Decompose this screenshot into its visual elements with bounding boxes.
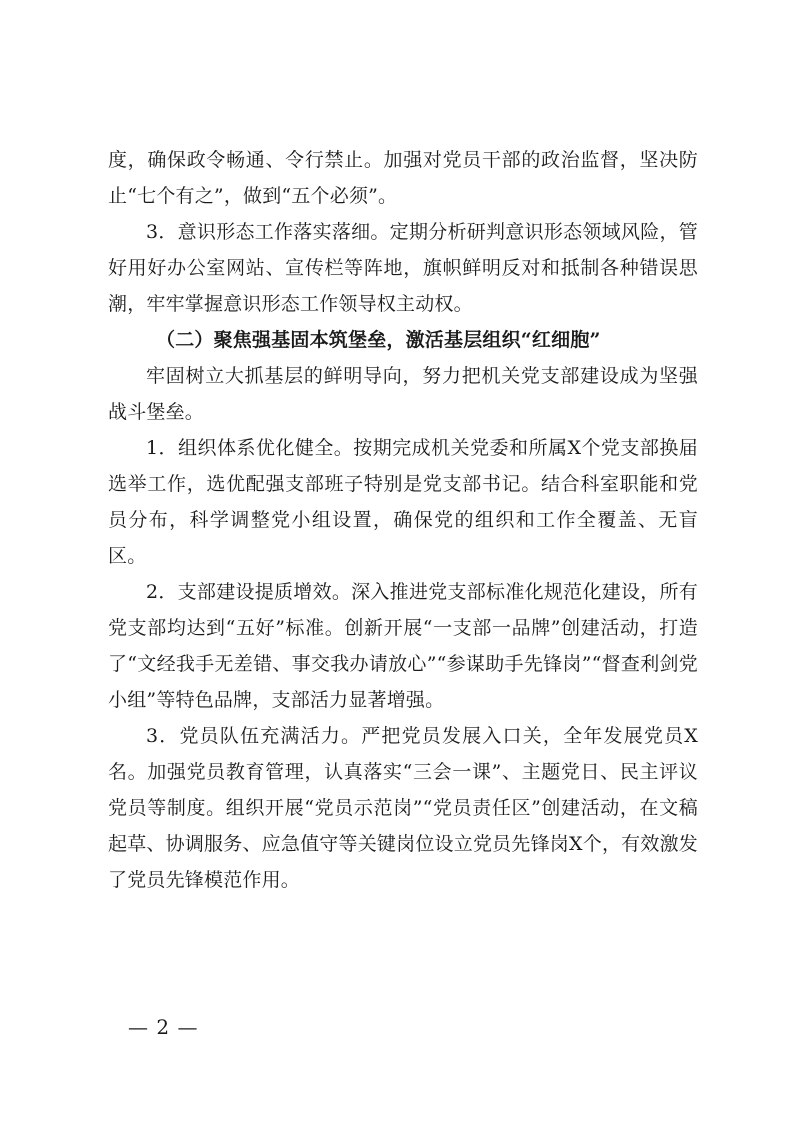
paragraph-members: 3．党员队伍充满活力。严把党员发展入口关，全年发展党员X名。加强党员教育管理，认真落实“三会一课”、主题党日、民主评议党员等制度。组织开展“党员示范岗”“党员责任区”创建活动，在文稿起草、协调服务、应急值守等关键岗位设立党员先锋岗X个，有效激发了党员先锋模范作用。: [108, 725, 698, 891]
paragraph-continuation: 度，确保政令畅通、令行禁止。加强对党员干部的政治监督，坚决防止“七个有之”，做到“五个必须”。: [108, 149, 698, 207]
body-text: [108, 142, 698, 898]
paragraph-organization: 1．组织体系优化健全。按期完成机关党委和所属X个党支部换届选举工作，选优配强支部班子特别是党支部书记。结合科室职能和党员分布，科学调整党小组设置，确保党的组织和工作全覆盖、无盲区。: [108, 437, 698, 567]
paragraph-intro: 牢固树立大抓基层的鲜明导向，努力把机关党支部建设成为坚强战斗堡垒。: [108, 365, 698, 423]
page-number: — 2 —: [128, 1015, 199, 1039]
paragraph-ideology: 3．意识形态工作落实落细。定期分析研判意识形态领域风险，管好用好办公室网站、宣传栏等阵地，旗帜鲜明反对和抵制各种错误思潮，牢牢掌握意识形态工作领导权主动权。: [108, 221, 698, 315]
section-heading: （二）聚焦强基固本筑堡垒，激活基层组织“红细胞”: [156, 329, 601, 351]
paragraph-branch-building: 2．支部建设提质增效。深入推进党支部标准化规范化建设，所有党支部均达到“五好”标准。创新开展“一支部一品牌”创建活动，打造了“文经我手无差错、事交我办请放心”“参谋助手先锋岗”“督查利剑党小组”等特色品牌，支部活力显著增强。: [108, 581, 698, 711]
